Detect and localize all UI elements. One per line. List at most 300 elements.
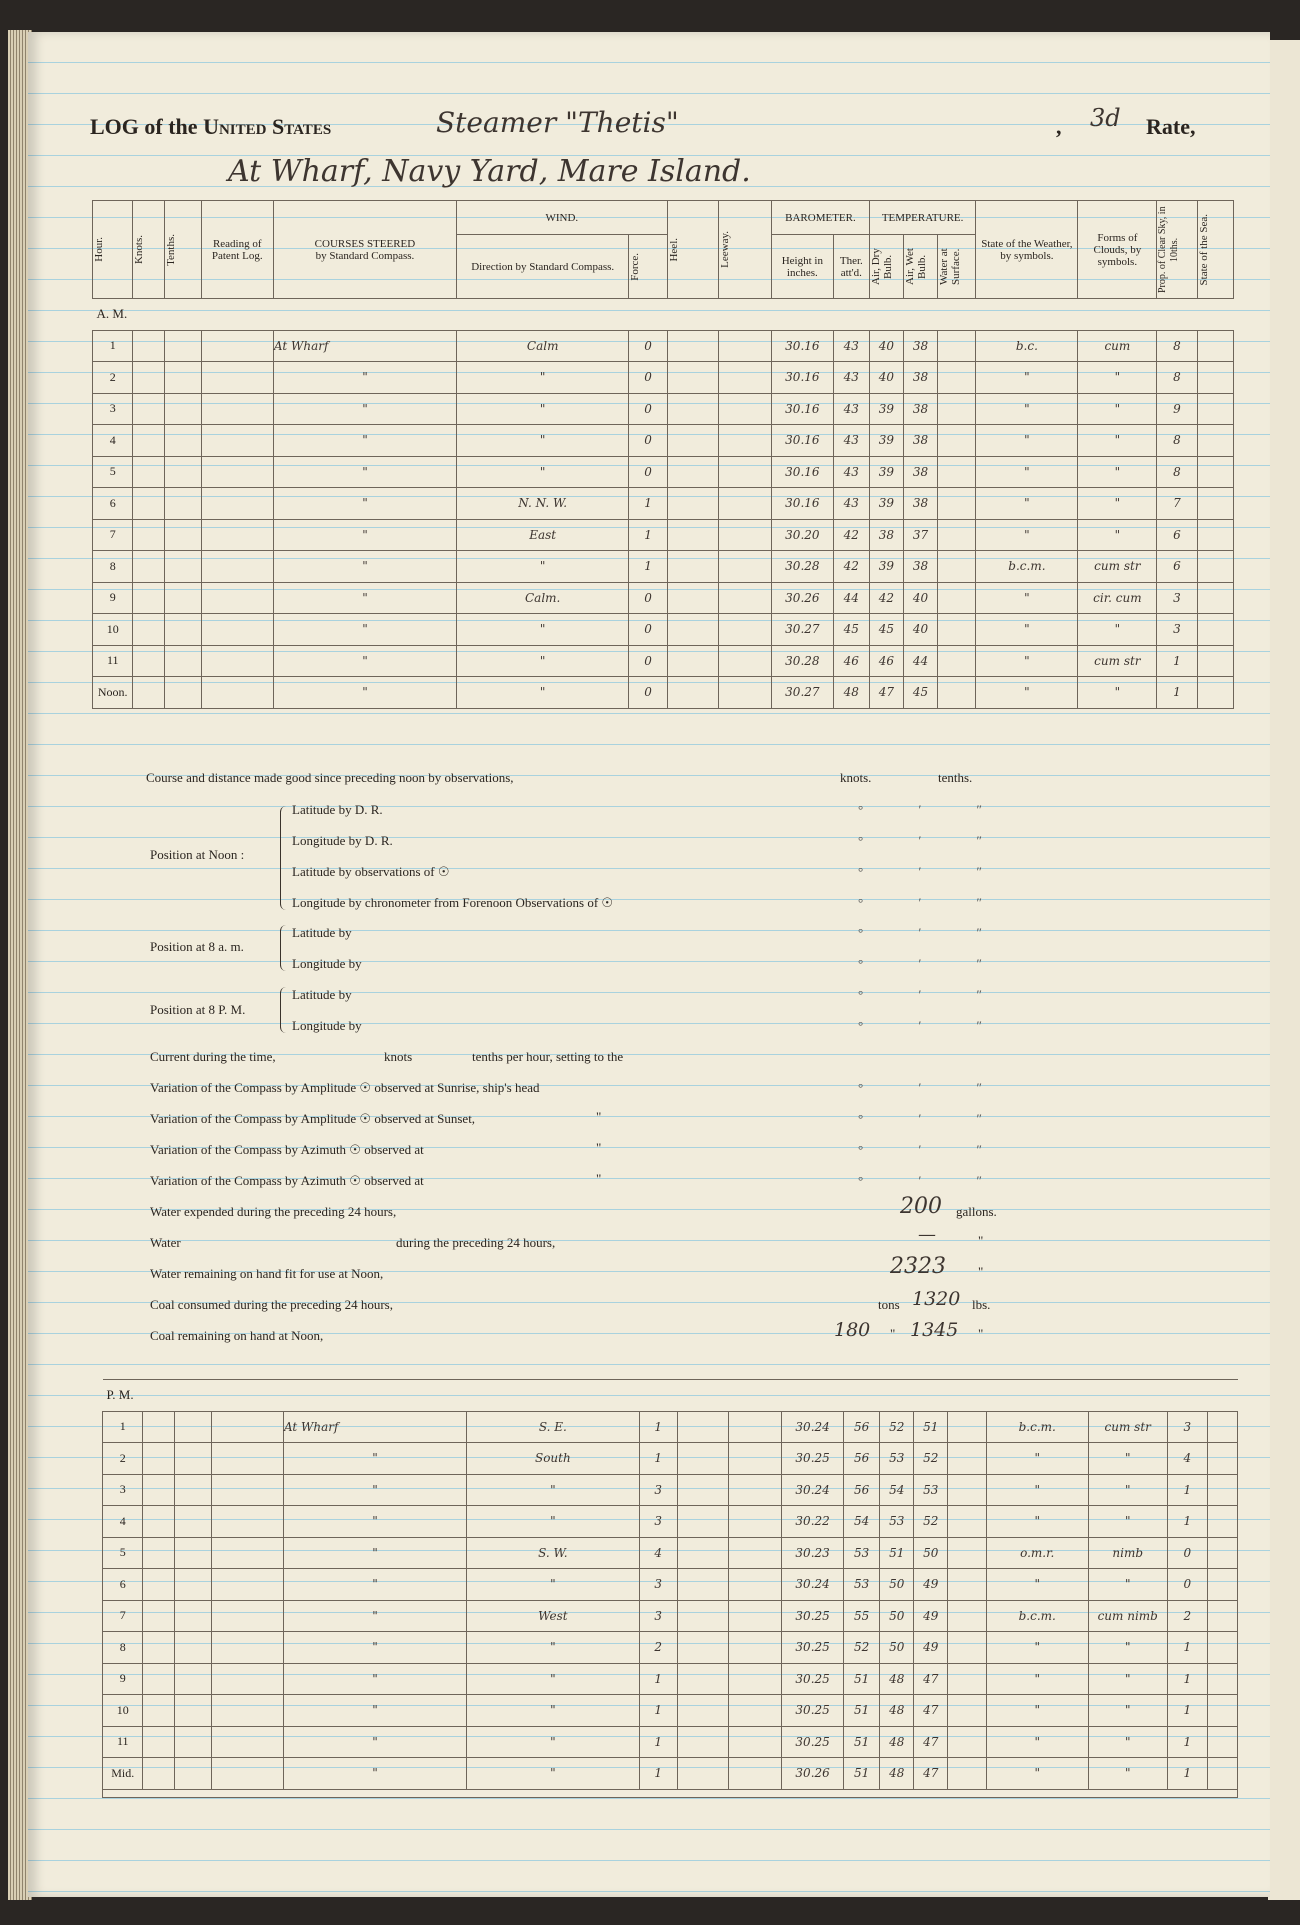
pm-cell-ther: 53 <box>843 1537 879 1569</box>
am-cell-patentlog <box>201 677 273 709</box>
dms-marker: ° ′ ″ <box>858 802 1008 817</box>
am-cell-knots <box>133 330 165 362</box>
lbs-label: lbs. <box>972 1297 991 1312</box>
col-patent-log: Reading of Patent Log. <box>201 201 273 299</box>
am-row <box>93 488 1234 520</box>
am-cell-force: 0 <box>629 330 667 362</box>
am-cell-baro: 30.26 <box>772 582 834 614</box>
ditto-coal-tons: " <box>890 1326 896 1341</box>
dms-marker: ° ′ ″ <box>858 1018 1008 1033</box>
pm-cell-ther: 51 <box>843 1663 879 1695</box>
pm-cell-weather: " <box>986 1569 1088 1601</box>
am-cell-ther: 46 <box>833 645 869 677</box>
am-cell-hour: 3 <box>93 393 133 425</box>
pm-cell-heel <box>677 1663 728 1695</box>
pm-cell-course: " <box>283 1506 466 1538</box>
pm-cell-clear: 1 <box>1167 1506 1207 1538</box>
am-cell-tenths <box>165 677 201 709</box>
am-cell-wind: " <box>456 677 628 709</box>
am-cell-dry: 42 <box>869 582 903 614</box>
pm-cell-wind: " <box>467 1474 639 1506</box>
am-cell-wet: 37 <box>903 519 937 551</box>
pm-cell-heel <box>677 1726 728 1758</box>
var-azimuth-1: Variation of the Compass by Azimuth ☉ observed at <box>150 1142 424 1157</box>
pm-cell-knots <box>143 1506 175 1538</box>
am-cell-sea <box>1197 645 1233 677</box>
pm-cell-force: 3 <box>639 1506 677 1538</box>
am-cell-knots <box>133 519 165 551</box>
am-cell-water <box>938 645 976 677</box>
pm-cell-weather: " <box>986 1632 1088 1664</box>
pm-row <box>103 1443 1238 1475</box>
am-row <box>93 425 1234 457</box>
pm-cell-force: 2 <box>639 1632 677 1664</box>
pm-cell-clear: 1 <box>1167 1474 1207 1506</box>
pm-cell-knots <box>143 1474 175 1506</box>
pm-cell-wet: 47 <box>914 1726 948 1758</box>
pm-cell-patentlog <box>211 1758 283 1790</box>
am-cell-course: " <box>273 582 456 614</box>
am-cell-force: 1 <box>629 519 667 551</box>
am-cell-baro: 30.27 <box>772 677 834 709</box>
am-cell-dry: 39 <box>869 425 903 457</box>
8pm-brace <box>280 987 289 1033</box>
am-cell-clouds: " <box>1078 456 1157 488</box>
pm-cell-dry: 50 <box>880 1569 914 1601</box>
am-cell-tenths <box>165 645 201 677</box>
pm-cell-weather: " <box>986 1695 1088 1727</box>
pm-label: P. M. <box>103 1380 1238 1412</box>
pm-cell-weather: " <box>986 1726 1088 1758</box>
pm-cell-hour: 2 <box>103 1443 143 1475</box>
am-cell-course: " <box>273 362 456 394</box>
pm-cell-baro: 30.24 <box>782 1411 844 1443</box>
am-cell-course: " <box>273 645 456 677</box>
am-cell-hour: 9 <box>93 582 133 614</box>
pm-cell-water <box>948 1663 986 1695</box>
am-cell-dry: 40 <box>869 330 903 362</box>
am-cell-force: 0 <box>629 393 667 425</box>
pm-cell-clear: 1 <box>1167 1758 1207 1790</box>
water-remaining-value: 2323 <box>890 1254 946 1279</box>
water-during-value: — <box>918 1224 936 1245</box>
am-cell-baro: 30.16 <box>772 362 834 394</box>
pm-cell-leeway <box>729 1443 782 1475</box>
coal-remaining-tons: 180 <box>834 1319 871 1341</box>
dms-marker: ° ′ ″ <box>858 925 1008 940</box>
pm-cell-clear: 2 <box>1167 1600 1207 1632</box>
position-8am-label: Position at 8 a. m. <box>150 939 244 954</box>
am-cell-water <box>938 582 976 614</box>
am-cell-ther: 42 <box>833 519 869 551</box>
am-cell-heel <box>667 362 718 394</box>
am-cell-hour: 6 <box>93 488 133 520</box>
pm-cell-dry: 48 <box>880 1695 914 1727</box>
pm-cell-ther: 52 <box>843 1632 879 1664</box>
dms-marker: ° ′ ″ <box>858 895 1008 910</box>
pm-cell-baro: 30.23 <box>782 1537 844 1569</box>
am-cell-baro: 30.20 <box>772 519 834 551</box>
am-cell-course: " <box>273 393 456 425</box>
am-cell-baro: 30.16 <box>772 456 834 488</box>
pm-cell-tenths <box>175 1443 211 1475</box>
am-cell-dry: 39 <box>869 393 903 425</box>
pm-cell-water <box>948 1474 986 1506</box>
am-cell-hour: 8 <box>93 551 133 583</box>
pm-row <box>103 1474 1238 1506</box>
am-cell-wind: " <box>456 551 628 583</box>
water-expended: Water expended during the preceding 24 hours, <box>150 1204 397 1219</box>
am-cell-clouds: " <box>1078 519 1157 551</box>
am-cell-heel <box>667 330 718 362</box>
am-cell-clouds: " <box>1078 425 1157 457</box>
am-cell-heel <box>667 393 718 425</box>
am-cell-weather: " <box>976 614 1078 646</box>
pm-cell-weather: " <box>986 1506 1088 1538</box>
pm-cell-wet: 53 <box>914 1474 948 1506</box>
lat-by-8am: Latitude by <box>292 925 352 940</box>
pm-cell-knots <box>143 1600 175 1632</box>
am-cell-clear: 3 <box>1157 582 1197 614</box>
pm-cell-water <box>948 1600 986 1632</box>
am-cell-sea <box>1197 330 1233 362</box>
pm-cell-patentlog <box>211 1600 283 1632</box>
col-clouds: Forms of Clouds, by symbols. <box>1078 201 1157 299</box>
pm-cell-wind: " <box>467 1695 639 1727</box>
am-cell-weather: " <box>976 456 1078 488</box>
dms-marker: ° ′ ″ <box>858 864 1008 879</box>
pm-cell-water <box>948 1411 986 1443</box>
pm-cell-ther: 51 <box>843 1758 879 1790</box>
am-cell-course: At Wharf <box>273 330 456 362</box>
pm-cell-hour: 9 <box>103 1663 143 1695</box>
pm-cell-course: " <box>283 1758 466 1790</box>
pm-cell-ther: 56 <box>843 1443 879 1475</box>
am-cell-ther: 48 <box>833 677 869 709</box>
pm-cell-clear: 1 <box>1167 1632 1207 1664</box>
pm-cell-water <box>948 1569 986 1601</box>
pm-row <box>103 1506 1238 1538</box>
am-cell-clouds: cir. cum <box>1078 582 1157 614</box>
am-cell-dry: 47 <box>869 677 903 709</box>
am-cell-ther: 43 <box>833 425 869 457</box>
pm-cell-wind: S. E. <box>467 1411 639 1443</box>
lon-chrono: Longitude by chronometer from Forenoon Observations of ☉ <box>292 895 614 910</box>
am-cell-hour: 1 <box>93 330 133 362</box>
pm-cell-ther: 54 <box>843 1506 879 1538</box>
am-cell-clear: 8 <box>1157 330 1197 362</box>
am-cell-course: " <box>273 456 456 488</box>
pm-cell-knots <box>143 1537 175 1569</box>
pm-cell-course: " <box>283 1663 466 1695</box>
dms-marker: ° ′ ″ <box>858 1142 1008 1157</box>
pm-row <box>103 1726 1238 1758</box>
pm-cell-baro: 30.24 <box>782 1474 844 1506</box>
pm-cell-course: " <box>283 1726 466 1758</box>
pm-cell-sea <box>1208 1537 1238 1569</box>
am-cell-tenths <box>165 393 201 425</box>
am-cell-sea <box>1197 551 1233 583</box>
am-row <box>93 362 1234 394</box>
lon-by-8am: Longitude by <box>292 956 362 971</box>
lat-obs: Latitude by observations of ☉ <box>292 864 450 879</box>
pm-cell-wet: 49 <box>914 1600 948 1632</box>
pm-cell-clouds: " <box>1088 1758 1167 1790</box>
am-cell-sea <box>1197 614 1233 646</box>
am-cell-wind: " <box>456 456 628 488</box>
am-cell-dry: 39 <box>869 456 903 488</box>
lat-dr: Latitude by D. R. <box>292 802 383 817</box>
am-cell-water <box>938 677 976 709</box>
am-cell-clouds: " <box>1078 677 1157 709</box>
am-cell-course: " <box>273 551 456 583</box>
am-cell-wet: 40 <box>903 614 937 646</box>
pm-cell-heel <box>677 1537 728 1569</box>
am-label: A. M. <box>93 299 1234 331</box>
am-cell-wet: 38 <box>903 456 937 488</box>
var-sunrise: Variation of the Compass by Amplitude ☉ observed at Sunrise, ship's head <box>150 1080 540 1095</box>
pm-cell-weather: " <box>986 1758 1088 1790</box>
pm-cell-sea <box>1208 1726 1238 1758</box>
pm-cell-weather: b.c.m. <box>986 1411 1088 1443</box>
pm-cell-weather: " <box>986 1443 1088 1475</box>
pm-cell-heel <box>677 1758 728 1790</box>
pm-cell-sea <box>1208 1506 1238 1538</box>
am-cell-leeway <box>718 330 771 362</box>
am-cell-wet: 38 <box>903 393 937 425</box>
pm-cell-hour: 6 <box>103 1569 143 1601</box>
am-cell-baro: 30.16 <box>772 488 834 520</box>
am-cell-knots <box>133 425 165 457</box>
am-cell-weather: b.c. <box>976 330 1078 362</box>
pm-cell-hour: 10 <box>103 1695 143 1727</box>
pm-cell-course: " <box>283 1474 466 1506</box>
am-cell-wet: 38 <box>903 488 937 520</box>
title-prefix: LOG of the <box>90 114 198 139</box>
am-cell-force: 0 <box>629 645 667 677</box>
am-cell-heel <box>667 519 718 551</box>
pm-cell-sea <box>1208 1632 1238 1664</box>
am-cell-clear: 6 <box>1157 551 1197 583</box>
pm-cell-leeway <box>729 1632 782 1664</box>
col-courses-sub: by Standard Compass. <box>315 249 415 262</box>
pm-row <box>103 1632 1238 1664</box>
am-cell-force: 0 <box>629 582 667 614</box>
title-united-states: United States <box>203 114 332 139</box>
pm-cell-wind: " <box>467 1569 639 1601</box>
am-cell-wind: Calm <box>456 330 628 362</box>
am-cell-course: " <box>273 614 456 646</box>
pm-cell-baro: 30.25 <box>782 1443 844 1475</box>
am-cell-ther: 43 <box>833 488 869 520</box>
am-cell-water <box>938 614 976 646</box>
pm-cell-knots <box>143 1411 175 1443</box>
pm-cell-hour: 3 <box>103 1474 143 1506</box>
am-cell-knots <box>133 645 165 677</box>
water-expended-value: 200 <box>900 1194 942 1219</box>
am-cell-force: 0 <box>629 425 667 457</box>
pm-cell-knots <box>143 1569 175 1601</box>
col-heel: Heel. <box>667 237 680 262</box>
col-force: Force. <box>629 252 642 281</box>
pm-cell-course: " <box>283 1695 466 1727</box>
pm-cell-hour: 8 <box>103 1632 143 1664</box>
am-cell-patentlog <box>201 425 273 457</box>
am-cell-force: 0 <box>629 362 667 394</box>
pm-cell-ther: 51 <box>843 1695 879 1727</box>
am-cell-leeway <box>718 614 771 646</box>
coal-remaining-lbs: 1345 <box>910 1319 959 1341</box>
pm-cell-course: " <box>283 1569 466 1601</box>
pm-cell-patentlog <box>211 1632 283 1664</box>
rate-label: Rate, <box>1146 114 1196 139</box>
pm-cell-force: 1 <box>639 1663 677 1695</box>
pm-cell-water <box>948 1726 986 1758</box>
pm-cell-hour: 11 <box>103 1726 143 1758</box>
am-cell-weather: b.c.m. <box>976 551 1078 583</box>
pm-cell-clouds: " <box>1088 1695 1167 1727</box>
am-cell-weather: " <box>976 362 1078 394</box>
am-cell-heel <box>667 551 718 583</box>
am-cell-ther: 44 <box>833 582 869 614</box>
pm-cell-wet: 50 <box>914 1537 948 1569</box>
pm-cell-patentlog <box>211 1537 283 1569</box>
pm-cell-weather: o.m.r. <box>986 1537 1088 1569</box>
col-air-wet: Air, Wet Bulb. <box>903 248 928 285</box>
pm-cell-water <box>948 1506 986 1538</box>
am-cell-patentlog <box>201 582 273 614</box>
pm-cell-knots <box>143 1758 175 1790</box>
pm-cell-clear: 3 <box>1167 1411 1207 1443</box>
pm-cell-force: 1 <box>639 1726 677 1758</box>
pm-cell-force: 1 <box>639 1758 677 1790</box>
am-cell-leeway <box>718 645 771 677</box>
course-tenths-label: tenths. <box>938 770 973 785</box>
vessel-name: Steamer "Thetis" <box>436 106 679 139</box>
am-cell-dry: 46 <box>869 645 903 677</box>
pm-cell-wind: " <box>467 1632 639 1664</box>
pm-cell-heel <box>677 1569 728 1601</box>
pm-cell-water <box>948 1632 986 1664</box>
am-cell-leeway <box>718 456 771 488</box>
pm-cell-leeway <box>729 1726 782 1758</box>
pm-cell-knots <box>143 1443 175 1475</box>
am-cell-baro: 30.27 <box>772 614 834 646</box>
coal-remaining: Coal remaining on hand at Noon, <box>150 1328 324 1343</box>
am-cell-water <box>938 456 976 488</box>
pm-cell-leeway <box>729 1600 782 1632</box>
am-cell-wet: 38 <box>903 362 937 394</box>
am-cell-tenths <box>165 456 201 488</box>
pm-cell-baro: 30.25 <box>782 1726 844 1758</box>
tons-label: tons <box>878 1297 900 1312</box>
pm-cell-clouds: " <box>1088 1726 1167 1758</box>
log-title <box>90 114 331 140</box>
am-cell-weather: " <box>976 393 1078 425</box>
am-cell-force: 1 <box>629 488 667 520</box>
pm-cell-wet: 52 <box>914 1506 948 1538</box>
am-cell-ther: 43 <box>833 362 869 394</box>
am-row <box>93 456 1234 488</box>
am-cell-heel <box>667 488 718 520</box>
coal-consumed: Coal consumed during the preceding 24 hours, <box>150 1297 393 1312</box>
am-cell-patentlog <box>201 393 273 425</box>
am-cell-dry: 39 <box>869 551 903 583</box>
am-cell-leeway <box>718 677 771 709</box>
am-cell-water <box>938 425 976 457</box>
pm-cell-clouds: " <box>1088 1474 1167 1506</box>
col-temperature: TEMPERATURE. <box>869 201 975 235</box>
am-cell-ther: 43 <box>833 456 869 488</box>
ditto-az2: " <box>596 1171 602 1186</box>
am-cell-leeway <box>718 582 771 614</box>
am-cell-knots <box>133 582 165 614</box>
am-cell-leeway <box>718 551 771 583</box>
pm-cell-clear: 4 <box>1167 1443 1207 1475</box>
pm-cell-clouds: " <box>1088 1632 1167 1664</box>
col-ther: Ther. att'd. <box>833 235 869 299</box>
coal-consumed-lbs: 1320 <box>912 1288 961 1310</box>
am-cell-clear: 9 <box>1157 393 1197 425</box>
am-cell-heel <box>667 614 718 646</box>
pm-cell-wet: 49 <box>914 1569 948 1601</box>
am-cell-dry: 38 <box>869 519 903 551</box>
am-row <box>93 645 1234 677</box>
lon-dr: Longitude by D. R. <box>292 833 393 848</box>
pm-row <box>103 1695 1238 1727</box>
am-row <box>93 677 1234 709</box>
pm-log-table <box>102 1379 1238 1798</box>
pm-cell-dry: 52 <box>880 1411 914 1443</box>
am-cell-water <box>938 519 976 551</box>
pm-cell-dry: 50 <box>880 1632 914 1664</box>
pm-cell-knots <box>143 1726 175 1758</box>
pm-cell-heel <box>677 1600 728 1632</box>
position-noon-label: Position at Noon : <box>150 847 245 862</box>
pm-cell-sea <box>1208 1411 1238 1443</box>
am-cell-sea <box>1197 582 1233 614</box>
am-cell-water <box>938 330 976 362</box>
pm-row <box>103 1663 1238 1695</box>
am-cell-wind: East <box>456 519 628 551</box>
pm-cell-heel <box>677 1474 728 1506</box>
pm-cell-clouds: cum nimb <box>1088 1600 1167 1632</box>
pm-cell-patentlog <box>211 1411 283 1443</box>
col-water-surface: Water at Surface. <box>938 248 962 285</box>
am-cell-tenths <box>165 582 201 614</box>
pm-cell-wind: " <box>467 1506 639 1538</box>
pm-cell-leeway <box>729 1474 782 1506</box>
pm-cell-leeway <box>729 1506 782 1538</box>
pm-cell-tenths <box>175 1537 211 1569</box>
am-cell-baro: 30.28 <box>772 645 834 677</box>
pm-cell-patentlog <box>211 1726 283 1758</box>
am-cell-wind: Calm. <box>456 582 628 614</box>
am-cell-wind: " <box>456 393 628 425</box>
pm-row <box>103 1758 1238 1790</box>
am-cell-water <box>938 488 976 520</box>
pm-cell-sea <box>1208 1443 1238 1475</box>
am-cell-weather: " <box>976 645 1078 677</box>
water-remaining: Water remaining on hand fit for use at Noon, <box>150 1266 384 1281</box>
am-cell-hour: 4 <box>93 425 133 457</box>
pm-cell-force: 3 <box>639 1474 677 1506</box>
pm-cell-water <box>948 1537 986 1569</box>
pm-cell-wind: " <box>467 1726 639 1758</box>
lon-by-8pm: Longitude by <box>292 1018 362 1033</box>
pm-row <box>103 1600 1238 1632</box>
course-knots-label: knots. <box>840 770 872 785</box>
